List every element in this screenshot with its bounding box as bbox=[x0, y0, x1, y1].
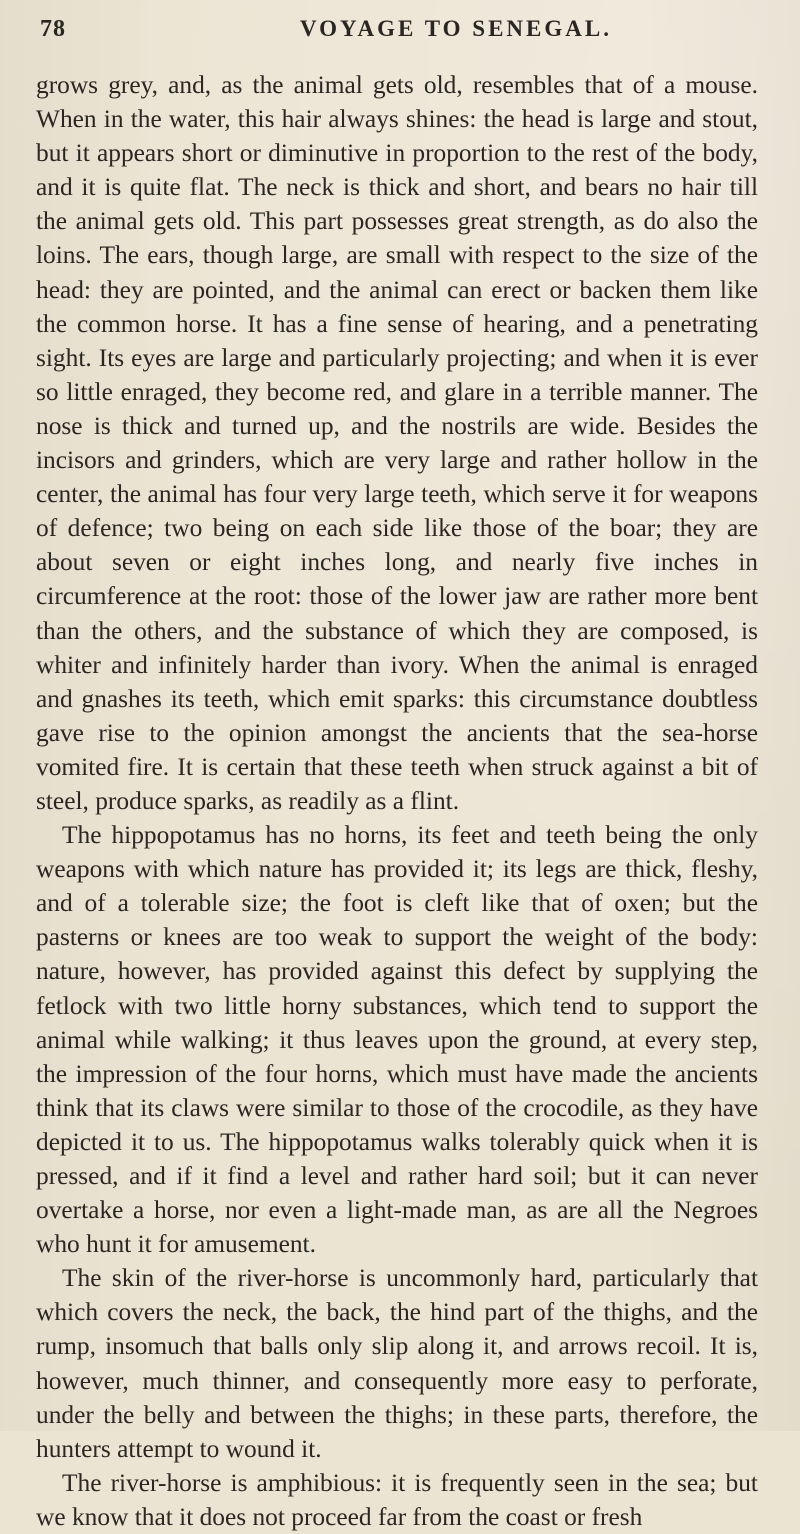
body-text bbox=[36, 68, 758, 1534]
running-head: VOYAGE TO SENEGAL. bbox=[300, 16, 612, 41]
page-header bbox=[40, 16, 740, 46]
paragraph-3: The skin of the river-horse is uncommonly hard, particularly that which covers the neck, the back, the hind part of the thighs, and the rump, insomuch that balls only slip along it, and arrows recoil. It is, however, much thinner, and consequently more easy to perforate, under the belly and between the thighs; in these parts, therefore, the hunters attempt to wound it. bbox=[36, 1264, 758, 1463]
paragraph-4: The river-horse is amphibious: it is frequently seen in the sea; but we know that it does not proceed far from the coast or fresh bbox=[36, 1468, 758, 1531]
page-number: 78 bbox=[40, 16, 66, 42]
paragraph-1: grows grey, and, as the animal gets old, resembles that of a mouse. When in the water, this hair always shines: the head is large and stout, but it appears short or diminutive in proportion to the rest of the body, and it is quite flat. The neck is thick and short, and bears no hair till the animal gets old. This part possesses great strength, as do also the loins. The ears, though large, are small with respect to the size of the head: they are pointed, and the animal can erect or backen them like the common horse. It has a fine sense of hearing, and a penetrating sight. Its eyes are large and particularly projecting; and when it is ever so little enraged, they become red, and glare in a terrible manner. The nose is thick and turned up, and the nostrils are wide. Besides the incisors and grinders, which are very large and rather hollow in the center, the animal has four very large teeth, which serve it for weapons of defence; two being on each side like those of the boar; they are about seven or eight inches long, and nearly five inches in circumference at the root: those of the lower jaw are rather more bent than the others, and the substance of which they are composed, is whiter and infinitely harder than ivory. When the animal is enraged and gnashes its teeth, which emit sparks: this circumstance doubtless gave rise to the opinion amongst the ancients that the sea-horse vomited fire. It is certain that these teeth when struck against a bit of steel, produce sparks, as readily as a flint. bbox=[36, 71, 758, 815]
paragraph-2: The hippopotamus has no horns, its feet and teeth being the only weapons with which nature has provided it; its legs are thick, fleshy, and of a tolerable size; the foot is cleft like that of oxen; but the pasterns or knees are too weak to support the weight of the body: nature, however, has provided against this defect by supplying the fetlock with two little horny substances, which tend to support the animal while walking; it thus leaves upon the ground, at every step, the impression of the four horns, which must have made the ancients think that its claws were similar to those of the crocodile, as they have depicted it to us. The hippopotamus walks tolerably quick when it is pressed, and if it find a level and rather hard soil; but it can never overtake a horse, nor even a light-made man, as are all the Negroes who hunt it for amusement. bbox=[36, 821, 758, 1259]
